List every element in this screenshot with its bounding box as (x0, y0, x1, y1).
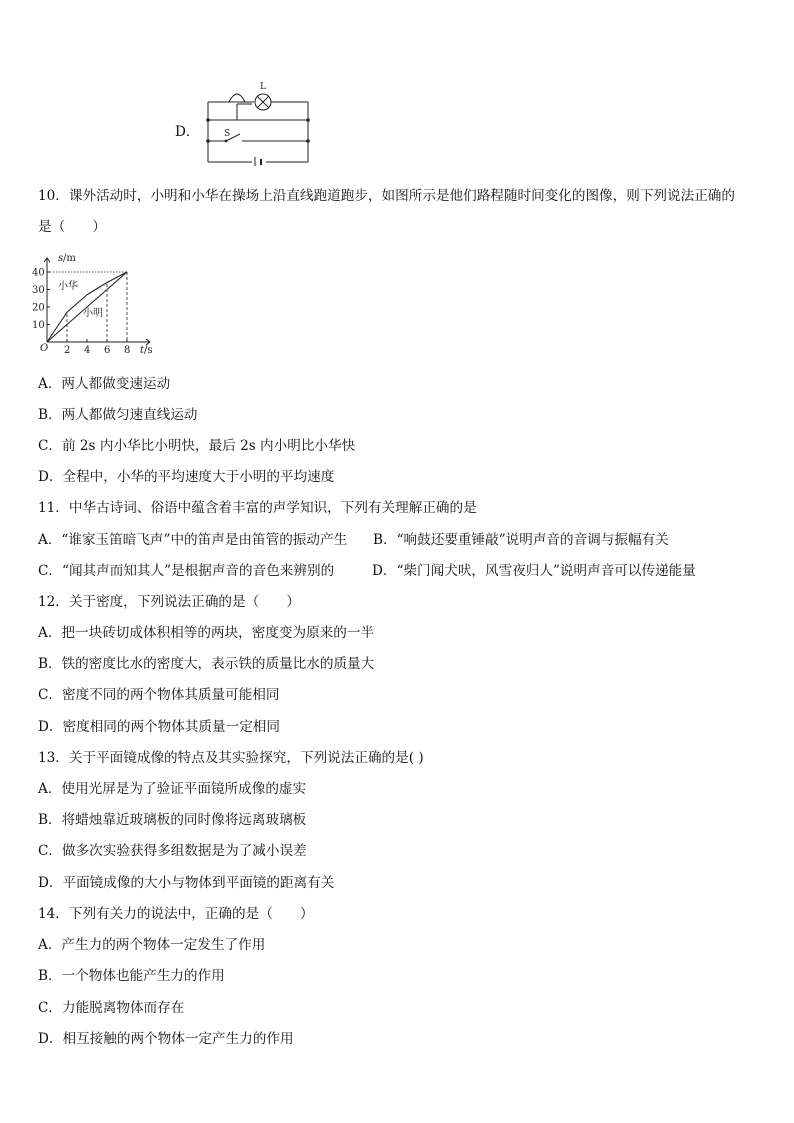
q12-option-d: D．密度相同的两个物体其质量一定相同 (38, 719, 280, 735)
q11-option-b: B．“响鼓还要重锤敲”说明声音的音调与振幅有关 (373, 532, 669, 548)
q14-option-c: C．力能脱离物体而存在 (38, 1000, 185, 1016)
y-axis-label-var: s (58, 253, 64, 264)
q14-option-b: B．一个物体也能产生力的作用 (38, 968, 225, 984)
y-tick-label: 30 (32, 285, 45, 296)
q13-option-d: D．平面镜成像的大小与物体到平面镜的距离有关 (38, 875, 335, 891)
q12-stem: 12．关于密度，下列说法正确的是（ ） (38, 594, 300, 610)
q10-option-b: B．两人都做匀速直线运动 (38, 407, 198, 423)
q13-option-b: B．将蜡烛靠近玻璃板的同时像将远离玻璃板 (38, 812, 307, 828)
q11-option-c: C．“闻其声而知其人”是根据声音的音色来辨别的 (38, 563, 335, 579)
q12-option-c: C．密度不同的两个物体其质量可能相同 (38, 687, 280, 703)
series-label-xiaohua: 小华 (58, 281, 78, 292)
q14-option-d: D．相互接触的两个物体一定产生力的作用 (38, 1031, 294, 1047)
y-tick-label: 20 (32, 302, 45, 314)
origin-label: O (40, 343, 49, 354)
q10-option-c: C．前 2s 内小华比小明快，最后 2s 内小明比小华快 (38, 438, 356, 454)
x-axis-label-unit: /s (144, 345, 153, 356)
q10-option-d: D．全程中，小华的平均速度大于小明的平均速度 (38, 469, 335, 485)
q10-stem-line2: 是（ ） (38, 219, 106, 235)
q12-option-b: B．铁的密度比水的密度大，表示铁的质量比水的质量大 (38, 656, 375, 672)
x-tick-label: 8 (124, 345, 131, 356)
q10-stem-line1: 10．课外活动时，小明和小华在操场上沿直线跑道跑步，如图所示是他们路程随时间变化的图像，则下列说法正确的 (38, 188, 735, 204)
y-tick-label: 10 (32, 320, 45, 331)
q14-stem: 14．下列有关力的说法中，正确的是（ ） (38, 906, 314, 922)
x-tick-label: 4 (84, 345, 91, 356)
q13-stem: 13．关于平面镜成像的特点及其实验探究，下列说法正确的是( ) (38, 750, 424, 766)
x-axis-label-var: t (140, 345, 145, 356)
q13-option-a: A．使用光屏是为了验证平面镜所成像的虚实 (38, 781, 307, 797)
q11-stem: 11．中华古诗词、俗语中蕴含着丰富的声学知识，下列有关理解正确的是 (38, 500, 477, 516)
y-tick-label: 40 (32, 267, 45, 279)
y-axis-label-unit: /m (63, 253, 76, 264)
switch-label: S (224, 129, 231, 139)
q11-option-d: D．“柴门闻犬吠，风雪夜归人”说明声音可以传递能量 (372, 563, 696, 579)
q14-option-a: A．产生力的两个物体一定发生了作用 (38, 937, 266, 953)
x-tick-label: 2 (64, 345, 71, 356)
q12-option-a: A．把一块砖切成体积相等的两块，密度变为原来的一半 (38, 625, 375, 641)
q11-option-a: A．“谁家玉笛暗飞声”中的笛声是由笛管的振动产生 (38, 532, 348, 548)
lamp-label: L (260, 82, 266, 92)
q9-circuit-diagram (200, 78, 315, 166)
series-label-xiaoming: 小明 (83, 308, 103, 319)
q10-distance-time-graph (30, 250, 160, 360)
q10-option-a: A．两人都做变速运动 (38, 376, 171, 392)
q9-option-d-label: D． (175, 124, 200, 140)
q13-option-c: C．做多次实验获得多组数据是为了减小误差 (38, 843, 307, 859)
x-tick-label: 6 (104, 345, 111, 356)
